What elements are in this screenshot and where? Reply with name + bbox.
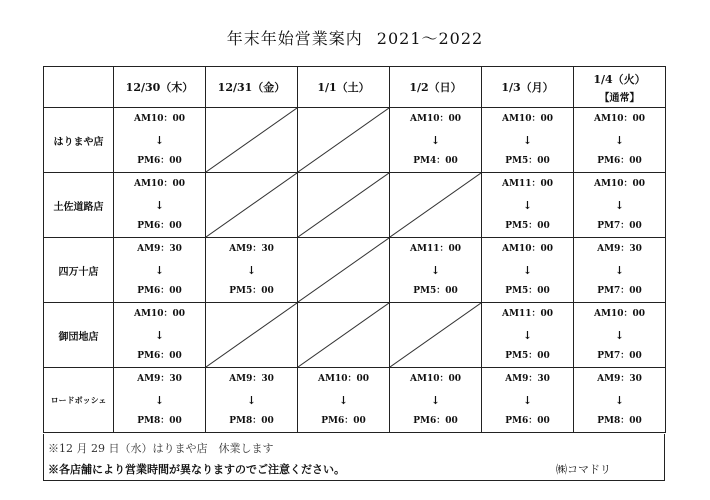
store-name: 四万十店 [44, 238, 114, 303]
open-time: AM9：30 [505, 373, 550, 384]
closure-note: ※12 月 29 日（水）はりまや店 休業します [48, 442, 274, 455]
closed-slash [298, 238, 389, 302]
open-time: AM10：00 [594, 308, 645, 319]
store-name: ロードボッシェ [44, 368, 114, 433]
header-row [44, 67, 666, 108]
down-arrow-icon: ↓ [430, 263, 441, 277]
hours-cell [206, 368, 298, 433]
corner-cell [44, 67, 114, 108]
day-date: 1/4（火） [593, 72, 646, 86]
close-time: PM6：00 [137, 155, 182, 166]
hours-cell [574, 173, 666, 238]
down-arrow-icon: ↓ [154, 198, 165, 212]
store-name: はりまや店 [44, 108, 114, 173]
open-time: AM10：00 [134, 178, 185, 189]
closed-cell [390, 173, 482, 238]
day-header [298, 67, 390, 108]
closed-cell [390, 303, 482, 368]
close-time: PM6：00 [321, 415, 366, 426]
day-note: 【通常】 [599, 92, 640, 104]
open-time: AM10：00 [318, 373, 369, 384]
day-date: 12/31（金） [217, 81, 286, 94]
hours-cell [114, 368, 206, 433]
day-date: 1/2（日） [409, 81, 462, 94]
schedule-table [43, 66, 666, 433]
hours-cell [114, 238, 206, 303]
day-header [482, 67, 574, 108]
close-time: PM5：00 [505, 155, 550, 166]
down-arrow-icon: ↓ [246, 393, 257, 407]
close-time: PM6：00 [597, 155, 642, 166]
closed-cell [206, 303, 298, 368]
close-time: PM8：00 [229, 415, 274, 426]
hours-cell [482, 238, 574, 303]
closed-slash [206, 303, 297, 367]
open-time: AM10：00 [134, 113, 185, 124]
year-range: 2021～2022 [376, 29, 484, 48]
down-arrow-icon: ↓ [614, 393, 625, 407]
down-arrow-icon: ↓ [154, 263, 165, 277]
store-name: 土佐道路店 [44, 173, 114, 238]
open-time: AM9：30 [229, 373, 274, 384]
close-time: PM5：00 [229, 285, 274, 296]
hours-cell [574, 108, 666, 173]
store-row [44, 173, 666, 238]
day-header [114, 67, 206, 108]
hours-cell [206, 238, 298, 303]
closed-slash [206, 108, 297, 172]
hours-cell [482, 173, 574, 238]
day-date: 1/1（土） [317, 81, 370, 94]
close-time: PM4：00 [413, 155, 458, 166]
open-time: AM9：30 [137, 373, 182, 384]
close-time: PM7：00 [597, 220, 642, 231]
open-time: AM10：00 [594, 113, 645, 124]
closed-slash [206, 173, 297, 237]
closed-cell [298, 173, 390, 238]
down-arrow-icon: ↓ [522, 263, 533, 277]
closed-cell [206, 173, 298, 238]
hours-cell [390, 238, 482, 303]
open-time: AM11：00 [410, 243, 461, 254]
day-date: 1/3（月） [501, 81, 554, 94]
open-time: AM10：00 [410, 373, 461, 384]
title-text: 年末年始営業案内 [226, 29, 363, 48]
open-time: AM10：00 [502, 243, 553, 254]
store-row [44, 303, 666, 368]
closed-cell [298, 303, 390, 368]
down-arrow-icon: ↓ [522, 328, 533, 342]
down-arrow-icon: ↓ [522, 393, 533, 407]
hours-cell [574, 238, 666, 303]
open-time: AM9：30 [229, 243, 274, 254]
day-header [574, 67, 666, 108]
closed-slash [298, 108, 389, 172]
store-name: 御団地店 [44, 303, 114, 368]
down-arrow-icon: ↓ [614, 328, 625, 342]
close-time: PM8：00 [137, 415, 182, 426]
close-time: PM5：00 [413, 285, 458, 296]
close-time: PM6：00 [137, 220, 182, 231]
closed-cell [298, 108, 390, 173]
day-header [206, 67, 298, 108]
hours-cell [114, 303, 206, 368]
store-row [44, 108, 666, 173]
open-time: AM9：30 [597, 373, 642, 384]
open-time: AM11：00 [502, 178, 553, 189]
hours-cell [390, 108, 482, 173]
day-date: 12/30（木） [125, 81, 194, 94]
hours-cell [482, 303, 574, 368]
hours-cell [390, 368, 482, 433]
closed-cell [298, 238, 390, 303]
close-time: PM5：00 [505, 285, 550, 296]
close-time: PM7：00 [597, 285, 642, 296]
page-title [0, 26, 710, 49]
hours-cell [114, 108, 206, 173]
down-arrow-icon: ↓ [430, 393, 441, 407]
close-time: PM6：00 [413, 415, 458, 426]
footer-notes [43, 434, 665, 481]
hours-cell [298, 368, 390, 433]
hours-cell [574, 368, 666, 433]
down-arrow-icon: ↓ [154, 133, 165, 147]
open-time: AM9：30 [137, 243, 182, 254]
hours-cell [574, 303, 666, 368]
day-header [390, 67, 482, 108]
close-time: PM6：00 [505, 415, 550, 426]
down-arrow-icon: ↓ [614, 198, 625, 212]
down-arrow-icon: ↓ [522, 198, 533, 212]
closed-cell [206, 108, 298, 173]
down-arrow-icon: ↓ [614, 133, 625, 147]
down-arrow-icon: ↓ [154, 393, 165, 407]
open-time: AM10：00 [594, 178, 645, 189]
closed-slash [390, 303, 481, 367]
closed-slash [298, 303, 389, 367]
open-time: AM9：30 [597, 243, 642, 254]
hours-cell [482, 108, 574, 173]
close-time: PM5：00 [505, 220, 550, 231]
close-time: PM8：00 [597, 415, 642, 426]
close-time: PM7：00 [597, 350, 642, 361]
open-time: AM11：00 [502, 308, 553, 319]
hours-cell [114, 173, 206, 238]
open-time: AM10：00 [502, 113, 553, 124]
open-time: AM10：00 [134, 308, 185, 319]
store-row [44, 238, 666, 303]
down-arrow-icon: ↓ [430, 133, 441, 147]
company-name: ㈱コマドリ [556, 463, 611, 476]
down-arrow-icon: ↓ [246, 263, 257, 277]
closed-slash [390, 173, 481, 237]
down-arrow-icon: ↓ [338, 393, 349, 407]
down-arrow-icon: ↓ [522, 133, 533, 147]
store-row [44, 368, 666, 433]
close-time: PM5：00 [505, 350, 550, 361]
down-arrow-icon: ↓ [154, 328, 165, 342]
close-time: PM6：00 [137, 350, 182, 361]
open-time: AM10：00 [410, 113, 461, 124]
close-time: PM6：00 [137, 285, 182, 296]
closed-slash [298, 173, 389, 237]
hours-cell [482, 368, 574, 433]
caution-note: ※各店舗により営業時間が異なりますのでご注意ください。 [48, 463, 345, 476]
down-arrow-icon: ↓ [614, 263, 625, 277]
